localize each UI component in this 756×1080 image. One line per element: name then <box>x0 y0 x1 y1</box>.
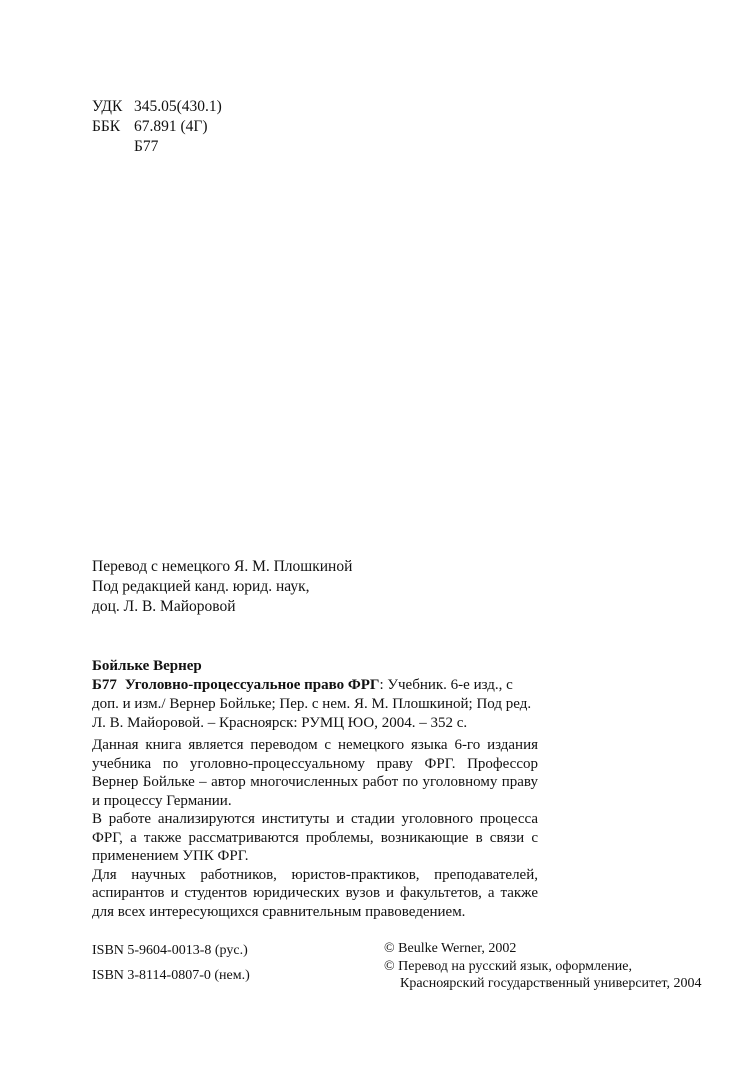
udk-value: 345.05(430.1) <box>134 98 222 115</box>
copyright-university: Красноярский государственный университет, 2004 <box>400 976 702 991</box>
record-author: Бойльке Вернер <box>92 658 202 674</box>
bbk-row <box>92 117 222 137</box>
translator-line: Перевод с немецкого Я. М. Плошкиной <box>92 558 353 575</box>
copyright-block <box>384 940 701 993</box>
editor-name-line: доц. Л. В. Майоровой <box>92 598 236 615</box>
udk-row <box>92 97 222 117</box>
bibliographic-record <box>92 657 542 733</box>
bbk-label: ББК <box>92 118 121 135</box>
udk-label: УДК <box>92 98 123 115</box>
isbn-german: ISBN 3-8114-0807-0 (нем.) <box>92 968 250 983</box>
copyright-original: © Beulke Werner, 2002 <box>384 941 517 956</box>
annotation-paragraph-1: Данная книга является переводом с немецкого языка 6-го издания учебника по уголовно-процессуальному праву ФРГ. Профессор Вернер Бойльке – автор многочисленных работ по уголовному праву и процессу Германии. <box>92 737 538 809</box>
bbk-value: 67.891 (4Г) <box>134 118 208 135</box>
annotation-paragraph-2: В работе анализируются институты и стадии уголовного процесса ФРГ, а также рассматриваются проблемы, возникающие в связи с применением УПК ФРГ. <box>92 811 538 864</box>
isbn-russian: ISBN 5-9604-0013-8 (рус.) <box>92 943 248 958</box>
editor-line: Под редакцией канд. юрид. наук, <box>92 578 310 595</box>
classification-block <box>92 97 222 157</box>
copyright-translation: © Перевод на русский язык, оформление, <box>384 958 632 974</box>
record-entry <box>92 676 542 733</box>
author-mark: Б77 <box>134 138 159 155</box>
record-code: Б77 <box>92 677 117 693</box>
annotation <box>92 736 538 921</box>
isbn-block <box>92 942 250 992</box>
translation-credits <box>92 557 352 617</box>
record-details: : Учебник. 6-е изд., с доп. и изм./ Вернер Бойльке; Пер. с нем. Я. М. Плошкиной; Под ред. Л. В. Майоровой. – Красноярск: РУМЦ ЮО, 2004. – 352 с. <box>92 677 532 731</box>
record-title: Уголовно-процессуальное право ФРГ <box>124 677 380 693</box>
annotation-paragraph-3: Для научных работников, юристов-практиков, преподавателей, аспирантов и студентов юридических вузов и факультетов, а также для всех интересующихся сравнительным правоведением. <box>92 866 538 920</box>
